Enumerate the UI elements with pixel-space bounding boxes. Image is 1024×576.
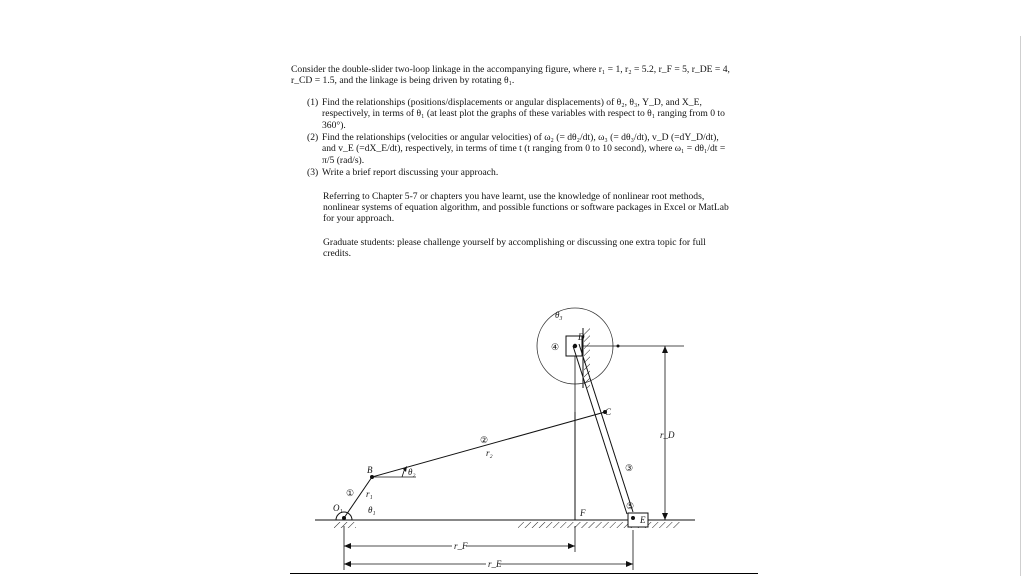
item-number: (2) <box>307 132 319 144</box>
ground-hatch-origin <box>334 522 356 528</box>
item-text: Write a brief report discussing your approach. <box>322 167 499 179</box>
theta3-label: θ₃ <box>555 310 563 320</box>
pin-e <box>631 516 635 520</box>
rf-arrow-left <box>344 543 351 549</box>
link5-label: ⑤ <box>626 501 635 511</box>
link3-line-b <box>579 344 633 512</box>
re-label: r_E <box>488 559 502 569</box>
point-b-label: B <box>367 465 373 475</box>
re-arrow-left <box>344 561 351 567</box>
problem-item-2 <box>307 132 731 166</box>
r1-label: r₁ <box>366 489 373 499</box>
r2-label: r₂ <box>486 448 493 458</box>
link1-label: ① <box>346 488 355 498</box>
theta2-label: θ₂ <box>408 467 416 477</box>
ref-dot-top <box>617 345 620 348</box>
link3-label: ③ <box>625 463 634 473</box>
problem-list <box>291 97 731 179</box>
theta1-label: θ₁ <box>368 505 376 515</box>
reference-paragraph: Referring to Chapter 5-7 or chapters you have learnt, use the knowledge of nonlinear root methods, nonlinear systems of equation algorithm, and possible functions or software packages in Excel or MatLab for your approach. <box>323 190 729 225</box>
problem-intro: Consider the double-slider two-loop linkage in the accompanying figure, where r₁ = 1, r₂ = 5.2, r_F = 5, r_DE = 4, r_CD = 1.5, and the linkage is being driven by rotating θ₁. <box>291 64 730 87</box>
bottom-divider <box>290 573 758 574</box>
page-edge-divider <box>1020 36 1021 576</box>
linkage-figure <box>300 300 720 576</box>
pin-o1 <box>342 516 346 520</box>
rf-label: r_F <box>454 541 468 551</box>
link4-label: ④ <box>551 342 560 352</box>
point-d-label: D <box>578 332 585 342</box>
re-arrow-right <box>626 561 633 567</box>
point-f-label: F <box>580 508 586 518</box>
item-number: (3) <box>307 167 319 179</box>
problem-item-3 <box>307 167 731 178</box>
ground-hatch <box>518 522 680 528</box>
origin-label: O₁ <box>333 503 343 513</box>
point-e-label: E <box>640 515 646 525</box>
link2-line <box>372 412 605 477</box>
item-text: Find the relationships (velocities or angular velocities) of ω₂ (= dθ₂/dt), ω₃ (= dθ₃/dt), v_D (=dY_D/dt), and v_E (=dX_E/dt), respectively, in terms of time t (t ranging from 0 to 10 second), where ω₁ = dθ₁/dt = π/5 (rad/s). <box>322 132 726 166</box>
graduate-note: Graduate students: please challenge yourself by accomplishing or discussing one extra topic for full credits. <box>323 236 706 260</box>
link3-line-a <box>573 346 627 514</box>
item-text: Find the relationships (positions/displacements or angular displacements) of θ₂, θ₃, Y_D, and X_E, respectively, in terms of θ₁ (at least plot the graphs of these variables with respect to θ₁ ranging from 0 to 360°). <box>322 96 725 131</box>
rf-arrow-right <box>568 543 575 549</box>
item-number: (1) <box>307 96 319 108</box>
link2-label: ② <box>480 435 489 445</box>
problem-item-1 <box>307 97 731 131</box>
rd-arrow-top <box>662 346 668 353</box>
rd-label: r_D <box>660 430 675 440</box>
point-c-label: C <box>605 407 612 417</box>
wall-hatch <box>584 328 590 388</box>
rd-arrow-bottom <box>662 513 668 520</box>
problem-text <box>291 64 731 272</box>
